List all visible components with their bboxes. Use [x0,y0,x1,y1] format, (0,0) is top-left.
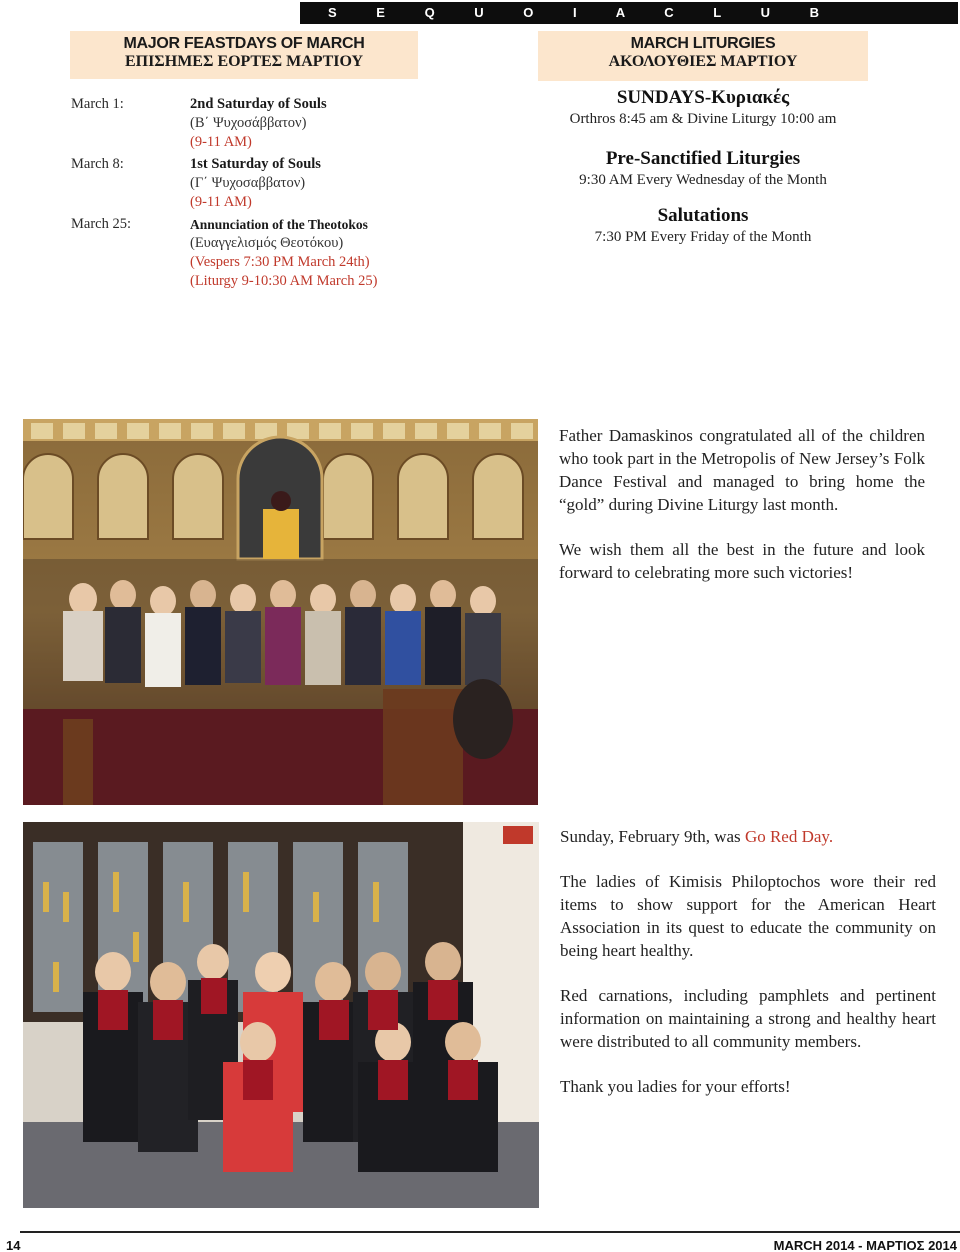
masthead-title: S E Q U O I A C L U B [328,5,837,20]
liturgies-header [538,31,868,81]
liturgy-detail: Orthros 8:45 am & Divine Liturgy 10:00 am [569,111,837,127]
feast-time: (Vespers 7:30 PM March 24th) [190,254,370,270]
feastdays-header-en: MAJOR FEASTDAYS OF MARCH [123,35,365,52]
liturgy-item [530,205,876,247]
article-paragraph: Father Damaskinos congratulated all of the children who took part in the Metropolis of New Jersey’s Folk Dance Festival and managed to bring home the “gold” during Divine Liturgy last month. [559,426,925,514]
children-group-photo [23,419,538,805]
liturgy-detail: 7:30 PM Every Friday of the Month [594,229,812,245]
feastdays-header-gr: ΕΠΙΣΗΜΕΣ ΕΟΡΤΕΣ ΜΑΡΤΙΟΥ [124,53,364,70]
feast-time: (9-11 AM) [190,194,252,210]
liturgies-header-gr: ΑΚΟΛΟΥΘΙΕΣ ΜΑΡΤΙΟΥ [608,53,798,70]
feast-date: March 1: [71,96,124,112]
article-paragraph: We wish them all the best in the future and look forward to celebrating more such victories! [559,540,925,582]
philoptochos-ladies-photo [23,822,539,1208]
article-folk-dance [559,424,925,606]
liturgies-header-en: MARCH LITURGIES [630,35,776,52]
issue-label: MARCH 2014 - ΜΑΡΤΙΟΣ 2014 [773,1238,957,1252]
liturgy-detail: 9:30 AM Every Wednesday of the Month [579,172,827,188]
feast-title: 2nd Saturday of Souls [190,96,327,112]
liturgy-heading: Salutations [657,205,749,226]
feast-greek: (Γ΄ Ψυχοσαββατον) [190,175,306,191]
liturgy-heading: SUNDAYS-Κυριακές [616,87,790,108]
article-paragraph: Thank you ladies for your efforts! [560,1077,791,1096]
article-paragraph: The ladies of Kimisis Philoptochos wore their red items to show support for the American Heart Association in its quest to educate the community on being heart healthy. [560,872,936,960]
feast-greek: (Β΄ Ψυχοσάββατον) [190,115,307,131]
liturgy-heading: Pre-Sanctified Liturgies [605,148,801,169]
article-go-red-day [560,825,936,1120]
article-paragraph [560,825,936,848]
liturgy-item [530,148,876,190]
feast-time-2: (Liturgy 9-10:30 AM March 25) [190,273,378,289]
church-photo-illustration [23,419,538,805]
feast-title: 1st Saturday of Souls [190,156,321,172]
footer-divider [20,1231,960,1233]
feast-date: March 8: [71,156,124,172]
feast-date: March 25: [71,216,131,232]
liturgy-item [530,87,876,129]
masthead-bar [300,2,958,24]
article-paragraph: Red carnations, including pamphlets and pertinent information on maintaining a strong and healthy heart were distributed to all community members. [560,986,936,1051]
go-red-highlight: Go Red Day. [744,827,834,846]
feastdays-header [70,31,418,79]
ladies-photo-illustration [23,822,539,1208]
article-intro: Sunday, February 9th, was [560,827,745,846]
page-number: 14 [6,1238,21,1252]
feast-greek: (Ευαγγελισμός Θεοτόκου) [190,235,344,251]
feast-title: Annunciation of the Theotokos [190,217,368,232]
feast-time: (9-11 AM) [190,134,252,150]
